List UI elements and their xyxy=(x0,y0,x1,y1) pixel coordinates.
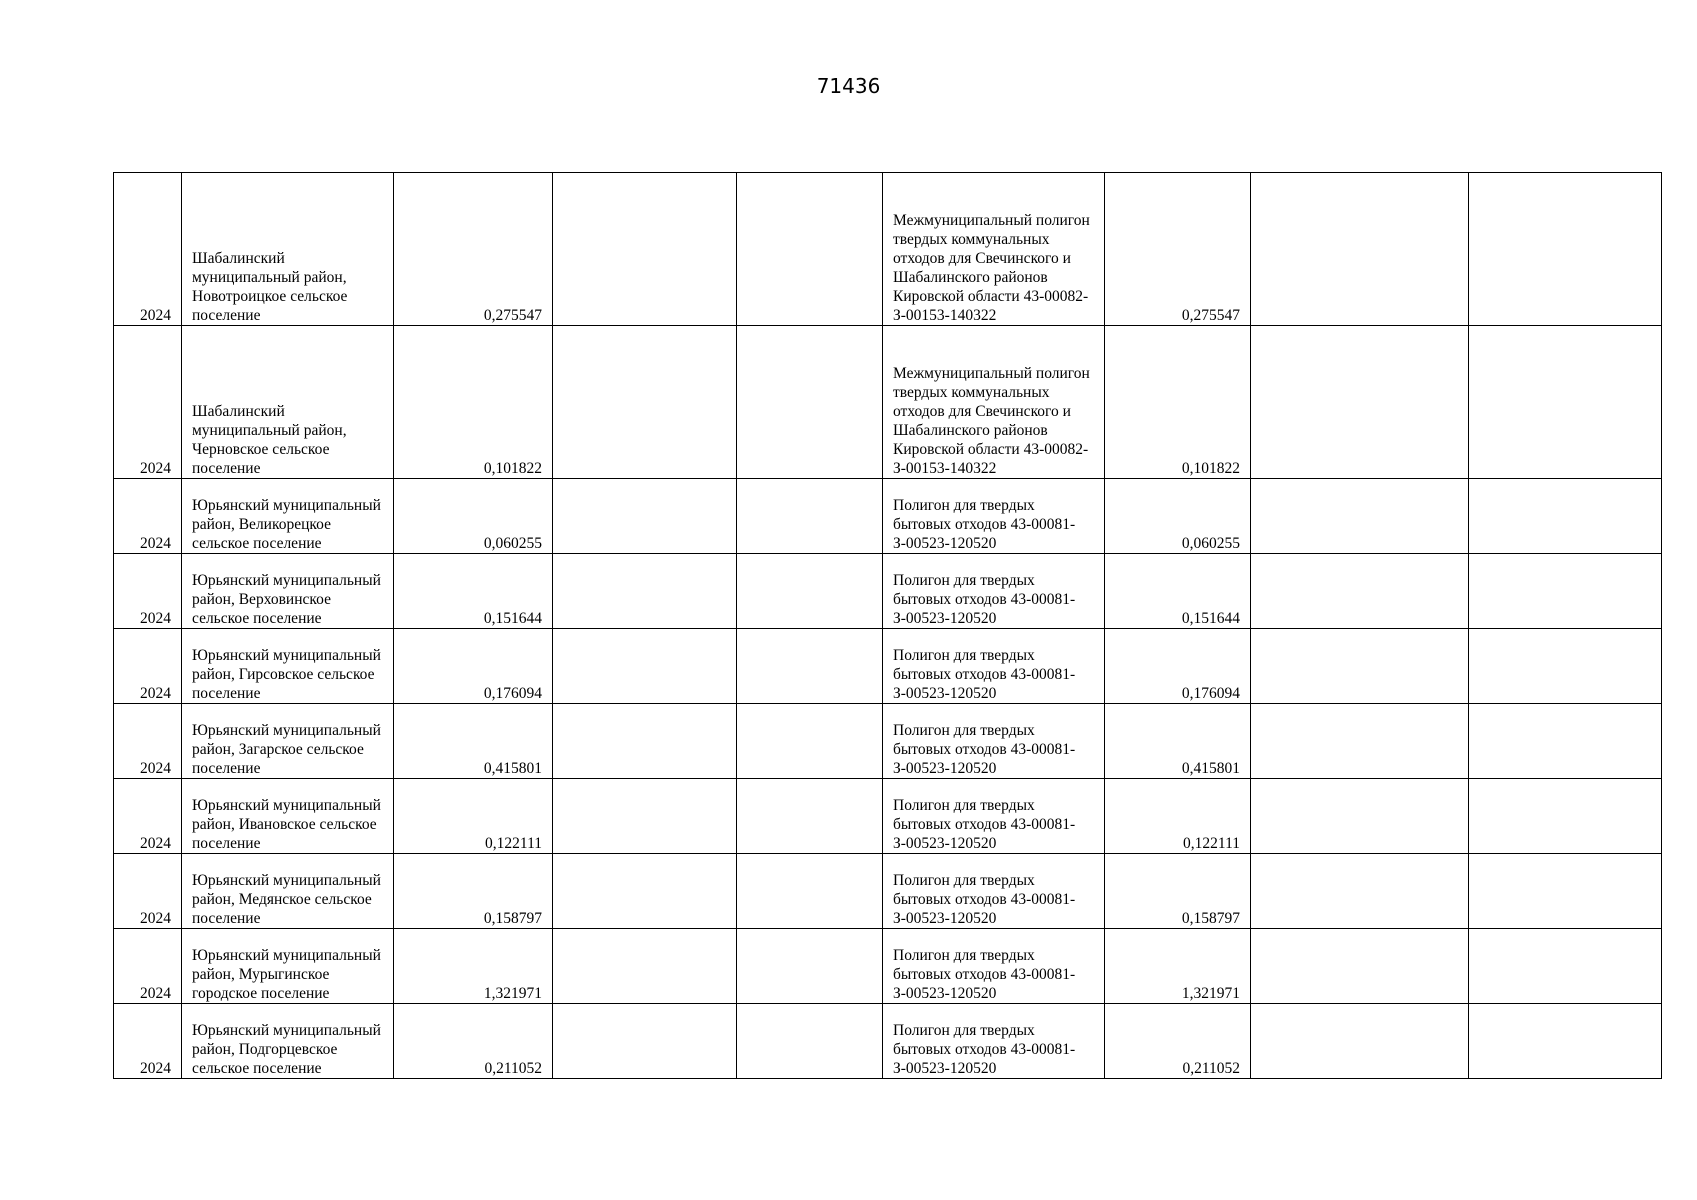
year-cell: 2024 xyxy=(114,326,182,479)
table-row xyxy=(114,629,1662,704)
empty-cell xyxy=(1251,779,1469,854)
year-cell: 2024 xyxy=(114,854,182,929)
empty-cell xyxy=(553,854,737,929)
year-cell: 2024 xyxy=(114,173,182,326)
facility-cell: Межмуниципальный полигон твердых коммунальных отходов для Свечинского и Шабалинского районов Кировской области 43-00082-З-00153-140322 xyxy=(883,326,1105,479)
facility-value-cell: 1,321971 xyxy=(1105,929,1251,1004)
value-cell: 0,176094 xyxy=(394,629,553,704)
empty-cell xyxy=(553,479,737,554)
municipality-cell: Шабалинский муниципальный район, Новотроицкое сельское поселение xyxy=(182,173,394,326)
table-row xyxy=(114,173,1662,326)
empty-cell xyxy=(737,704,883,779)
value-cell: 0,158797 xyxy=(394,854,553,929)
value-cell: 0,275547 xyxy=(394,173,553,326)
empty-cell xyxy=(1251,326,1469,479)
value-cell: 1,321971 xyxy=(394,929,553,1004)
empty-cell xyxy=(1251,1004,1469,1079)
municipality-cell: Юрьянский муниципальный район, Ивановское сельское поселение xyxy=(182,779,394,854)
facility-cell: Полигон для твердых бытовых отходов 43-00081-З-00523-120520 xyxy=(883,479,1105,554)
value-cell: 0,101822 xyxy=(394,326,553,479)
facility-cell: Полигон для твердых бытовых отходов 43-00081-З-00523-120520 xyxy=(883,1004,1105,1079)
table-row xyxy=(114,704,1662,779)
table-row xyxy=(114,326,1662,479)
year-cell: 2024 xyxy=(114,554,182,629)
municipality-cell: Юрьянский муниципальный район, Мурыгинское городское поселение xyxy=(182,929,394,1004)
facility-value-cell: 0,415801 xyxy=(1105,704,1251,779)
data-table xyxy=(113,172,1662,1079)
empty-cell xyxy=(737,173,883,326)
empty-cell xyxy=(737,929,883,1004)
empty-cell xyxy=(1469,704,1662,779)
value-cell: 0,415801 xyxy=(394,704,553,779)
facility-value-cell: 0,211052 xyxy=(1105,1004,1251,1079)
facility-value-cell: 0,275547 xyxy=(1105,173,1251,326)
facility-value-cell: 0,176094 xyxy=(1105,629,1251,704)
empty-cell xyxy=(1469,554,1662,629)
municipality-cell: Юрьянский муниципальный район, Медянское сельское поселение xyxy=(182,854,394,929)
empty-cell xyxy=(1469,929,1662,1004)
municipality-cell: Юрьянский муниципальный район, Верховинское сельское поселение xyxy=(182,554,394,629)
empty-cell xyxy=(1251,629,1469,704)
municipality-cell: Юрьянский муниципальный район, Великорецкое сельское поселение xyxy=(182,479,394,554)
empty-cell xyxy=(1469,173,1662,326)
empty-cell xyxy=(737,854,883,929)
empty-cell xyxy=(553,629,737,704)
empty-cell xyxy=(1251,854,1469,929)
empty-cell xyxy=(1251,479,1469,554)
empty-cell xyxy=(1469,854,1662,929)
table-row xyxy=(114,554,1662,629)
empty-cell xyxy=(737,554,883,629)
empty-cell xyxy=(737,1004,883,1079)
table-row xyxy=(114,854,1662,929)
empty-cell xyxy=(1251,554,1469,629)
facility-value-cell: 0,151644 xyxy=(1105,554,1251,629)
facility-cell: Межмуниципальный полигон твердых коммунальных отходов для Свечинского и Шабалинского районов Кировской области 43-00082-З-00153-140322 xyxy=(883,173,1105,326)
table-row xyxy=(114,1004,1662,1079)
municipality-cell: Юрьянский муниципальный район, Загарское сельское поселение xyxy=(182,704,394,779)
facility-cell: Полигон для твердых бытовых отходов 43-00081-З-00523-120520 xyxy=(883,704,1105,779)
facility-value-cell: 0,122111 xyxy=(1105,779,1251,854)
empty-cell xyxy=(553,929,737,1004)
facility-value-cell: 0,101822 xyxy=(1105,326,1251,479)
empty-cell xyxy=(553,1004,737,1079)
year-cell: 2024 xyxy=(114,1004,182,1079)
empty-cell xyxy=(553,779,737,854)
empty-cell xyxy=(737,629,883,704)
empty-cell xyxy=(1469,779,1662,854)
empty-cell xyxy=(553,326,737,479)
empty-cell xyxy=(737,326,883,479)
value-cell: 0,122111 xyxy=(394,779,553,854)
year-cell: 2024 xyxy=(114,479,182,554)
empty-cell xyxy=(553,173,737,326)
empty-cell xyxy=(1251,173,1469,326)
empty-cell xyxy=(737,479,883,554)
empty-cell xyxy=(1251,704,1469,779)
facility-value-cell: 0,060255 xyxy=(1105,479,1251,554)
municipality-cell: Юрьянский муниципальный район, Гирсовское сельское поселение xyxy=(182,629,394,704)
year-cell: 2024 xyxy=(114,629,182,704)
empty-cell xyxy=(1469,326,1662,479)
municipality-cell: Юрьянский муниципальный район, Подгорцевское сельское поселение xyxy=(182,1004,394,1079)
facility-cell: Полигон для твердых бытовых отходов 43-00081-З-00523-120520 xyxy=(883,779,1105,854)
empty-cell xyxy=(737,779,883,854)
value-cell: 0,151644 xyxy=(394,554,553,629)
page-number: 71436 xyxy=(816,74,881,98)
empty-cell xyxy=(553,554,737,629)
value-cell: 0,060255 xyxy=(394,479,553,554)
empty-cell xyxy=(1469,629,1662,704)
year-cell: 2024 xyxy=(114,779,182,854)
table-row xyxy=(114,929,1662,1004)
facility-cell: Полигон для твердых бытовых отходов 43-00081-З-00523-120520 xyxy=(883,929,1105,1004)
facility-cell: Полигон для твердых бытовых отходов 43-00081-З-00523-120520 xyxy=(883,629,1105,704)
empty-cell xyxy=(553,704,737,779)
facility-cell: Полигон для твердых бытовых отходов 43-00081-З-00523-120520 xyxy=(883,554,1105,629)
empty-cell xyxy=(1251,929,1469,1004)
facility-cell: Полигон для твердых бытовых отходов 43-00081-З-00523-120520 xyxy=(883,854,1105,929)
value-cell: 0,211052 xyxy=(394,1004,553,1079)
table-row xyxy=(114,479,1662,554)
table-row xyxy=(114,779,1662,854)
year-cell: 2024 xyxy=(114,704,182,779)
municipality-cell: Шабалинский муниципальный район, Черновское сельское поселение xyxy=(182,326,394,479)
empty-cell xyxy=(1469,1004,1662,1079)
facility-value-cell: 0,158797 xyxy=(1105,854,1251,929)
empty-cell xyxy=(1469,479,1662,554)
year-cell: 2024 xyxy=(114,929,182,1004)
